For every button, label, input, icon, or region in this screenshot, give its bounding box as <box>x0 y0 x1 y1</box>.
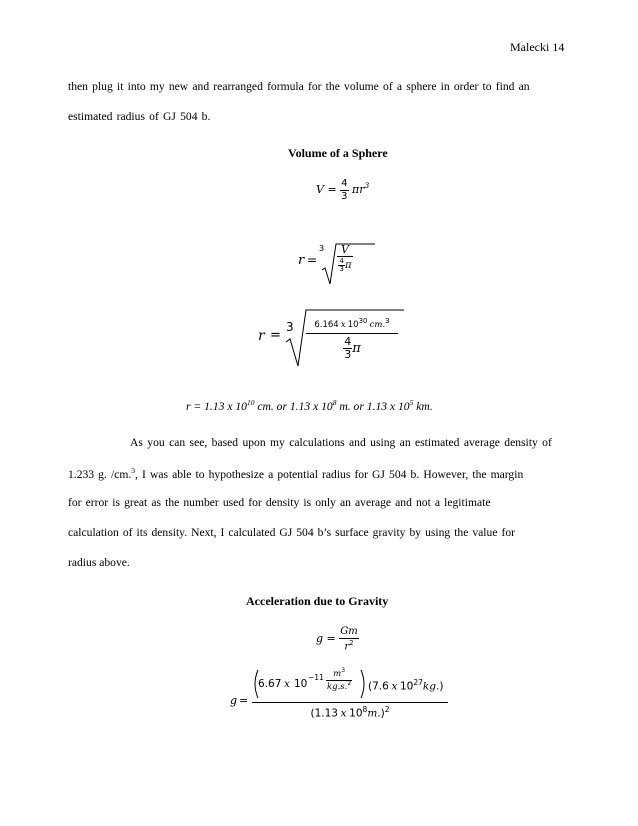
equation-gravity-numeric: g = 6.67 x 10 −11 $\frac{m^3}{kg.s.^2}$ (7.6 x $10^{27}kg$.) (1.13 x $10^8m.)^2$ <box>230 668 450 730</box>
eq2-root-index: 3 <box>319 244 325 253</box>
eq3-pi: π <box>352 340 361 356</box>
eq5-x1: x <box>284 678 290 690</box>
paragraph-2-line-2 <box>68 466 523 481</box>
eq5-lhs: g <box>230 694 238 707</box>
eq4-den-exp: 2 <box>349 638 354 647</box>
eq5-right-paren <box>359 669 367 699</box>
eq5-b1: 10 <box>294 678 308 690</box>
result-part-4: km. <box>413 400 433 413</box>
equation-radius-symbolic <box>298 240 368 290</box>
eq2-lhs: r <box>298 253 305 268</box>
eq4-den: r <box>344 640 350 652</box>
paragraph-1-line-2: estimated radius of GJ 504 b. <box>68 110 211 123</box>
paragraph-2-line-4: calculation of its density. Next, I calculated GJ 504 b’s surface gravity by using the value for <box>68 526 515 539</box>
p2-line2-a: 1.233 g. /cm. <box>68 468 132 481</box>
eq1-num: 4 <box>341 178 348 189</box>
eq3-x: x <box>340 319 346 330</box>
paragraph-1-line-1: then plug it into my new and rearranged formula for the volume of a sphere in order to find an <box>68 80 530 93</box>
eq5-M-unit: kg. <box>422 680 440 693</box>
eq5-R-unit: m. <box>367 707 381 720</box>
eq1-den: 3 <box>341 190 348 202</box>
eq2-num: V <box>337 244 353 257</box>
eq3-den-num: 4 <box>344 334 352 348</box>
eq3-root-index: 3 <box>286 320 294 334</box>
eq3-mantissa: 6.164 <box>314 319 339 330</box>
equation-gravity-symbolic <box>316 626 359 652</box>
result-exp-3: 5 <box>409 398 414 407</box>
p2-line2-b: , I was able to hypothesize a potential radius for GJ 504 b. However, the margin <box>135 468 524 481</box>
eq5-x2: x <box>391 680 398 693</box>
eq5-e3: 8 <box>362 705 368 714</box>
eq3-den-den: 3 <box>344 348 352 362</box>
eq5-equals: = <box>239 694 249 707</box>
eq5-e2: 27 <box>413 678 423 687</box>
result-exp-2: 8 <box>332 398 337 407</box>
eq3-unit-exp: 3 <box>385 317 390 325</box>
eq1-equals: = <box>327 183 337 196</box>
result-part-2: cm. or 1.13 x 10 <box>254 400 333 413</box>
eq2-equals: = <box>307 253 318 267</box>
paragraph-2-line-3: for error is great as the number used for density is only an average and not a legitimate <box>68 496 491 509</box>
eq3-unit: cm. <box>369 319 386 330</box>
eq1-pi: π <box>352 183 360 196</box>
result-part-3: m. or 1.13 x 10 <box>336 400 410 413</box>
eq1-lhs: V <box>316 183 324 196</box>
eq5-M: 7.6 <box>372 680 389 693</box>
eq1-r: r <box>359 183 365 196</box>
paragraph-2-line-1: As you can see, based upon my calculations and using an estimated average density of <box>130 436 552 449</box>
eq3-exp: 30 <box>358 317 368 325</box>
running-head: Malecki 14 <box>510 40 565 54</box>
heading-volume-of-sphere: Volume of a Sphere <box>288 146 388 160</box>
eq5-x3: x <box>340 707 347 720</box>
eq3-equals: = <box>270 328 281 343</box>
eq5-b2: 10 <box>399 680 414 693</box>
heading-acceleration-due-to-gravity: Acceleration due to Gravity <box>246 594 389 608</box>
eq4-equals: = <box>326 632 336 646</box>
eq5-unit-den-exp: 2 <box>347 679 352 687</box>
eq5-unit-num: m <box>333 668 342 679</box>
p2-line2-exp: 3 <box>131 466 136 475</box>
eq4-lhs: g <box>316 632 324 646</box>
result-part-1: r = 1.13 x 10 <box>186 400 247 413</box>
result-line <box>186 398 433 413</box>
eq5-b3: 10 <box>349 707 363 720</box>
eq5-unit-den: kg.s. <box>327 681 348 692</box>
eq2-inner-num: 4 <box>339 257 344 265</box>
eq3-lhs: r <box>258 328 265 344</box>
eq2-inner-den: 3 <box>339 265 344 273</box>
eq5-outer-exp: 2 <box>384 705 390 714</box>
eq5-R: 1.13 <box>314 707 338 720</box>
equation-volume <box>316 178 369 202</box>
result-exp-1: 10 <box>246 398 255 407</box>
eq5-fraction-bar <box>252 702 448 703</box>
eq2-pi: π <box>344 260 352 272</box>
eq5-e1: −11 <box>308 673 324 682</box>
eq3-base: 10 <box>347 319 359 330</box>
eq1-exp: 3 <box>364 181 370 190</box>
paragraph-2-line-5: radius above. <box>68 556 130 569</box>
eq5-unit-num-exp: 3 <box>341 667 346 674</box>
eq5-G: 6.67 <box>258 678 282 690</box>
eq4-num: Gm <box>340 626 358 637</box>
equation-radius-numeric <box>258 308 398 372</box>
